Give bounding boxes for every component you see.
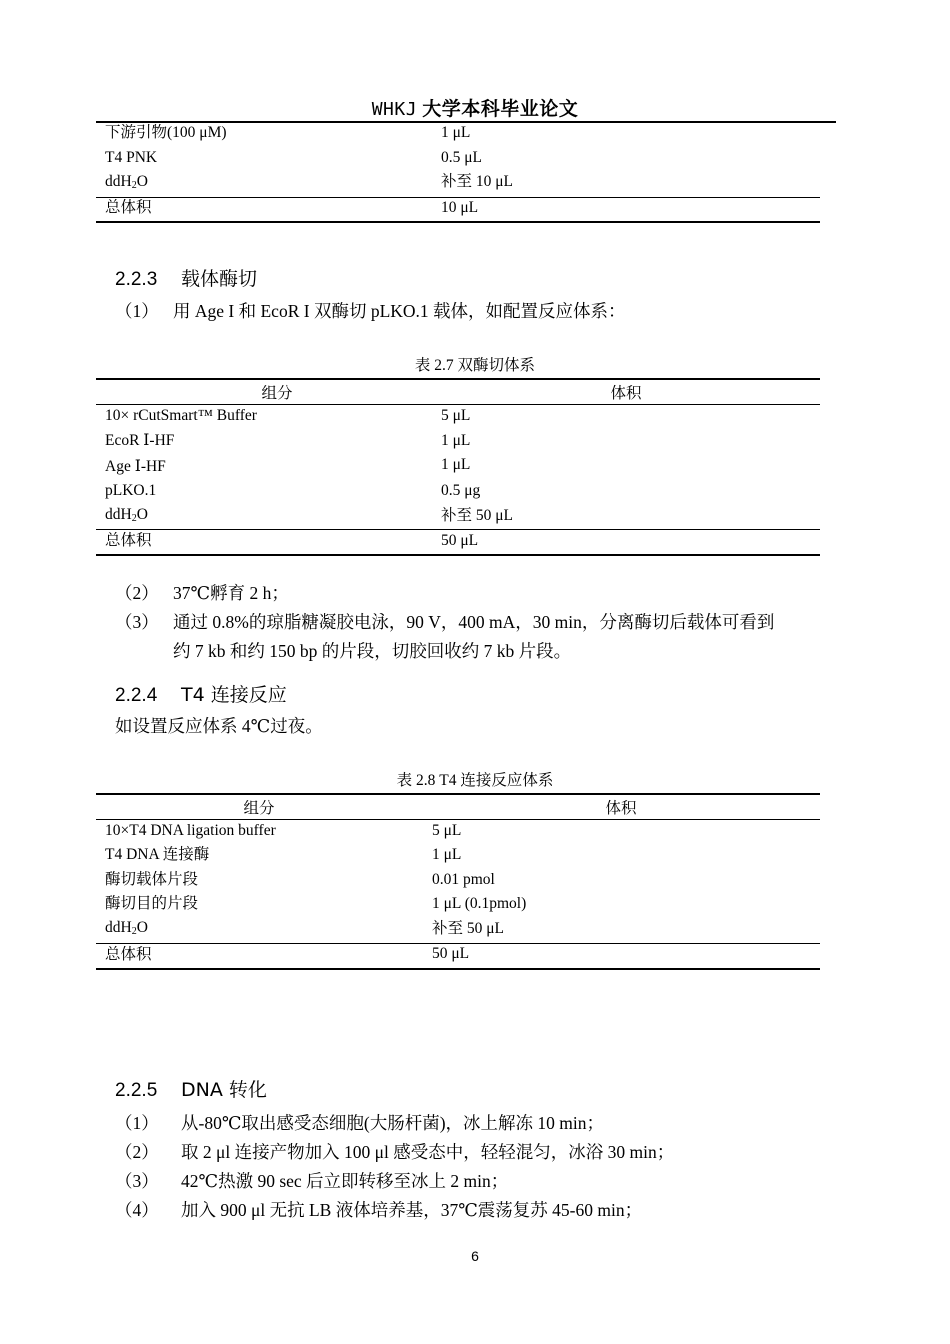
section-heading-225: 2.2.5 DNA 转化 <box>115 1079 267 1101</box>
table-top-rule <box>96 793 820 795</box>
table-cell-name: ddH$_2$O <box>105 506 148 524</box>
table-cell-name: 酶切目的片段 <box>105 895 199 912</box>
table-cell-volume: 1 μL <box>441 432 471 449</box>
table-cell-volume: 补至 10 μL <box>441 173 514 190</box>
table-bottom-rule <box>96 968 820 970</box>
paragraph-step: （4） 加入 900 μl 无抗 LB 液体培养基，37℃震荡复苏 45-60 min； <box>115 1200 643 1220</box>
table-top-rule <box>96 378 820 380</box>
paragraph-step: （1） 从-80℃取出感受态细胞(大肠杆菌)，冰上解冻 10 min； <box>115 1113 605 1133</box>
table-cell-volume: 0.5 μg <box>441 482 481 499</box>
table-cell-volume: 5 μL <box>441 407 471 424</box>
table-cell-name: ddH$_2$O <box>105 173 148 191</box>
table-cell-name: 10×T4 DNA ligation buffer <box>105 822 276 839</box>
column-header-volume: 体积 <box>610 385 642 402</box>
table-caption: 表 2.7 双酶切体系 <box>414 357 536 374</box>
table-cell-name: ddH$_2$O <box>105 919 148 937</box>
section-heading-223: 2.2.3 载体酶切 <box>115 268 258 290</box>
paragraph-step: （3） 通过 0.8%的琼脂糖凝胶电泳，90 V，400 mA，30 min，分离酶切后载体可看到 <box>115 612 775 632</box>
paragraph-step: （2） 37℃孵育 2 h； <box>115 583 289 603</box>
table-total-volume: 10 μL <box>441 199 479 216</box>
table-total-volume: 50 μL <box>441 532 479 549</box>
table-rule <box>96 819 820 820</box>
section-heading-224: 2.2.4 T4 连接反应 <box>115 684 287 706</box>
table-caption: 表 2.8 T4 连接反应体系 <box>396 772 554 789</box>
page-number: 6 <box>471 1248 479 1264</box>
table-total-label: 总体积 <box>105 532 152 549</box>
paragraph-text: 如设置反应体系 4℃过夜。 <box>115 716 323 736</box>
table-cell-name: 下游引物(100 μM) <box>105 124 227 141</box>
table-total-volume: 50 μL <box>432 945 470 962</box>
table-cell-name: T4 PNK <box>105 149 158 166</box>
table-cell-volume: 0.01 pmol <box>432 871 495 888</box>
table-cell-volume: 0.5 μL <box>441 149 483 166</box>
table-cell-volume: 1 μL <box>441 456 471 473</box>
table-rule <box>96 404 820 405</box>
table-bottom-rule <box>96 221 820 223</box>
column-header-component: 组分 <box>243 800 275 817</box>
table-cell-volume: 1 μL <box>441 124 471 141</box>
column-header-volume: 体积 <box>605 800 637 817</box>
header-title: 大学本科毕业论文 <box>422 98 579 120</box>
table-cell-name: pLKO.1 <box>105 482 157 499</box>
table-bottom-rule <box>96 554 820 556</box>
table-cell-volume: 补至 50 μL <box>441 507 514 524</box>
running-header <box>0 94 950 121</box>
table-cell-volume: 补至 50 μL <box>432 920 505 937</box>
table-cell-name: 酶切载体片段 <box>105 871 199 888</box>
table-cell-name: Age Ⅰ-HF <box>105 458 166 475</box>
table-cell-name: T4 DNA 连接酶 <box>105 846 210 863</box>
table-cell-name: EcoR Ⅰ-HF <box>105 432 175 449</box>
table-cell-volume: 5 μL <box>432 822 462 839</box>
table-cell-volume: 1 μL <box>432 846 462 863</box>
paragraph-step-continued: 约 7 kb 和约 150 bp 的片段，切胶回收约 7 kb 片段。 <box>173 641 572 661</box>
table-total-label: 总体积 <box>105 199 152 216</box>
column-header-component: 组分 <box>261 385 293 402</box>
table-cell-volume: 1 μL (0.1pmol) <box>432 895 527 912</box>
paragraph-step: （1） 用 Age I 和 EcoR I 双酶切 pLKO.1 载体，如配置反应体系： <box>115 301 626 321</box>
table-total-label: 总体积 <box>105 946 152 963</box>
paragraph-step: （3） 42℃热激 90 sec 后立即转移至冰上 2 min； <box>115 1171 509 1191</box>
header-latin: WHKJ <box>371 99 418 120</box>
paragraph-step: （2） 取 2 μl 连接产物加入 100 μl 感受态中，轻轻混匀，冰浴 30 min； <box>115 1142 675 1162</box>
table-rule <box>96 529 820 530</box>
table-cell-name: 10× rCutSmart™ Buffer <box>105 407 257 424</box>
